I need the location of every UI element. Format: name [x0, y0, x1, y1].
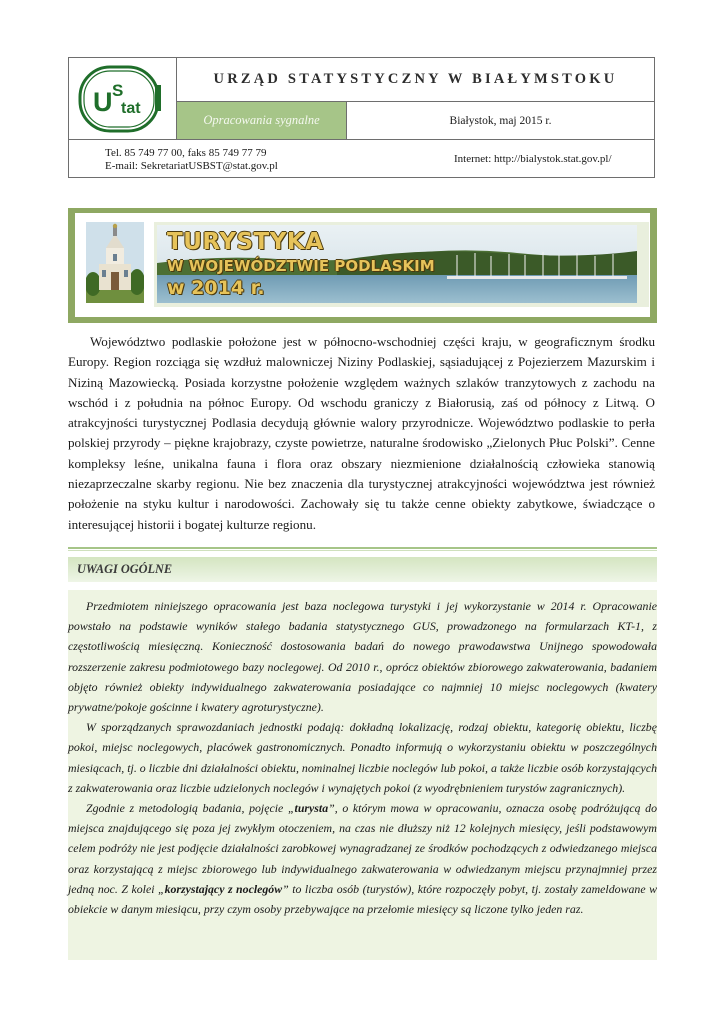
section-heading-bar [68, 557, 657, 582]
contact-row [69, 139, 654, 177]
p3-part-a: Zgodnie z metodologią badania, pojęcie „ [86, 801, 295, 816]
term-turysta: turysta [294, 801, 329, 816]
section-paragraph-3 [68, 798, 657, 919]
intro-text [68, 332, 655, 535]
banner-inner [75, 213, 650, 317]
svg-text:U: U [93, 87, 113, 117]
p3-part-c: ”, o którym mowa w opracowaniu, oznacza osobę podróżującą do miejsca znajdującego się poza jej zwykłym otoczeniem, na czas nie dłuższy niż 12 kolejnych miesięcy, jeśli podstawowym celem podróży nie jest podjęcie działalności zarobkowej wynagradzanej ze środków pochodzących z odwiedzanego miejsca oraz korzystającą z miejsc zbiorowego lub indywidualnego zakwaterowania w odwiedzanym miejscu przynajmniej przez jedną noc. Z kolei „ [68, 801, 658, 896]
section-paragraph-2: W sporządzanych sprawozdaniach jednostki podają: dokładną lokalizację, rodzaj obiektu, kategorię obiektu, liczbę pokoi, miejsc noclegowych, placówek gastronomicznych. Ponadto informują o wykorzystaniu obiektu w poszczególnych miesiącach, tj. o liczbie dni działalności obiektu, nominalnej liczbie noclegów lub pokoi, a także liczbie osób korzystających z zakwaterowania oraz liczbie udzielonych noclegów i wynajętych pokoi (z wyodrębnieniem turystów zagranicznych). [68, 720, 657, 795]
section-paragraph-1: Przedmiotem niniejszego opracowania jest baza noclegowa turystyki i jej wykorzystanie w 2014 r. Opracowanie powstało na podstawie wyników stałego badania statystycznego GUS, prowadzonego na formularzach KT-1, z częstotliwością miesięczną. Konieczność dostosowania badań do nowego prawodawstwa Unijnego spowodowała rozszerzenie zakresu podmiotowego bazy noclegowej. Od 2010 r., oprócz obiektów zbiorowego zakwaterowania, badaniem objęto również obiekty indywidualnego zakwaterowania posiadające co najmniej 10 miejsc noclegowych (kwatery prywatne/pokoje gościnne i kwatery agroturystyczne). [68, 599, 657, 715]
banner-title-line1: TURYSTYKA [167, 229, 324, 255]
term-korzystajacy: korzystający z noclegów [164, 881, 283, 896]
divider-line-thin [68, 550, 657, 551]
svg-text:tat: tat [121, 100, 141, 117]
section-heading: UWAGI OGÓLNE [77, 562, 173, 576]
svg-text:S: S [112, 81, 124, 100]
p3-part-e: ” to liczba osób (turystów), które rozpoczęły pobyt, tj. zostały zameldowane w obiekcie w danym miesiącu, przy czym osoby przebywające na przełomie miesięcy są liczone tylko jeden raz. [68, 881, 657, 917]
publication-date: Białystok, maj 2015 r. [346, 102, 654, 139]
intro-paragraph: Województwo podlaskie położone jest w północno-wschodniej części kraju, w geograficznym środku Europy. Region rozciąga się wzdłuż malowniczej Niziny Podlaskiej, sąsiadującej z Pojezierzem Mazurskim i Niziną Mazowiecką. Posiada korzystne położenie względem ważnych szlaków tranzytowych z zachodu na wschód i z południa na północ Europy. Od wschodu graniczy z Białorusią, zaś od północy z Litwą. O atrakcyjności turystycznej Podlasia decydują głównie walory przyrodnicze. Województwo podlaskie to perła polskiej przyrody – piękne krajobrazy, czyste powietrze, naturalne środowisko „Zielonych Płuc Polski”. Cenne kompleksy leśne, unikalna fauna i flora oraz obszary niezmienione działalnością człowieka stanowią niezaprzeczalne skarby regionu. Nie bez znaczenia dla turystycznej atrakcyjności województwa jest również położenie na styku kultur i narodowości. Zachowały się tu także cenne obiekty zabytkowe, świadczące o interesującej historii i bogatej kulturze regionu. [68, 334, 655, 532]
internet-address[interactable]: Internet: http://bialystok.stat.gov.pl/ [454, 153, 612, 165]
section-divider [68, 547, 657, 551]
series-label: Opracowania sygnalne [177, 102, 346, 139]
lake-photo [157, 225, 637, 303]
church-photo [86, 222, 144, 303]
section-body [68, 590, 657, 960]
banner-title-line2: W WOJEWÓDZTWIE PODLASKIM [167, 257, 435, 275]
banner-frame [154, 222, 649, 307]
document-header [68, 57, 655, 178]
office-title-cell [177, 58, 654, 102]
email-address[interactable]: E-mail: SekretariatUSBST@stat.gov.pl [105, 160, 278, 172]
contact-info [105, 147, 278, 173]
phone-fax: Tel. 85 749 77 00, faks 85 749 77 79 [105, 147, 267, 159]
ustat-logo [69, 58, 177, 139]
office-title: URZĄD STATYSTYCZNY W BIAŁYMSTOKU [213, 71, 618, 87]
title-banner [68, 208, 657, 323]
logo-cell [69, 58, 177, 139]
banner-title-line3: w 2014 r. [167, 277, 265, 299]
divider-line-thick [68, 547, 657, 549]
